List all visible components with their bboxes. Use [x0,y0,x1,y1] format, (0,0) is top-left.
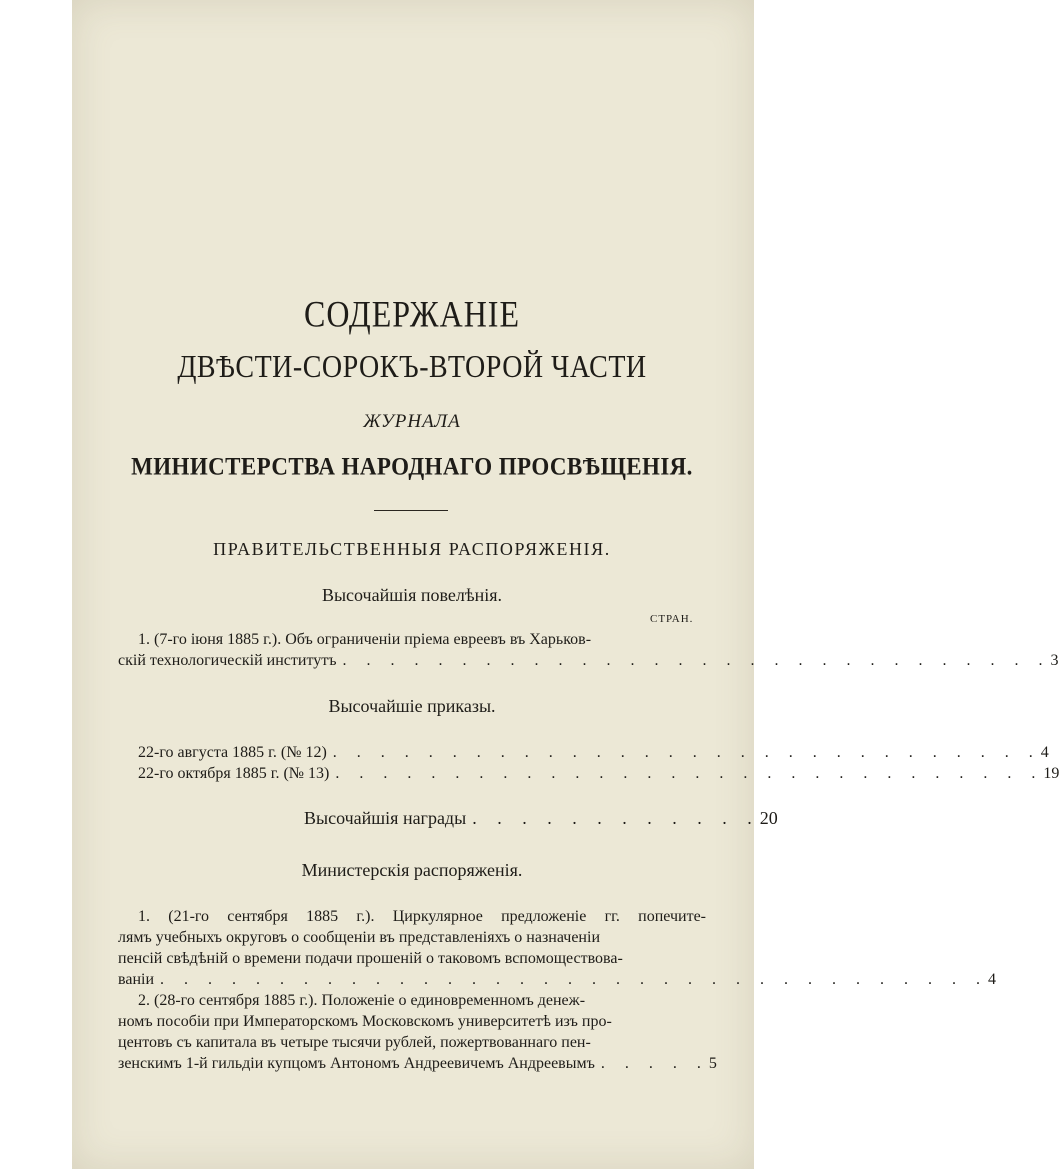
entry-text: центовъ съ капитала въ четыре тысячи рублей, пожертвованнаго пен- [118,1034,591,1051]
leader-dots: . . . . . . . . . . . . . . . . . . . . . . . . . . . . . . [332,744,1041,761]
subsection-ministerial: Министерскія распоряженія. [301,860,523,880]
entry-text: 1. (7-го іюня 1885 г.). Объ ограниченіи пріема евреевъ въ Харьков- [138,631,592,648]
list-item [118,629,706,650]
list-item [118,763,1059,784]
list-item [118,969,997,990]
subsection-orders: Высочайшіе приказы. [328,696,496,716]
entry-text: 2. (28-го сентября 1885 г.). Положеніе о единовременномъ денеж- [138,992,586,1009]
list-item [118,990,706,1011]
ministry-title: МИНИСТЕРСТВА НАРОДНАГО ПРОСВѢЩЕНІЯ. [131,452,693,481]
entry-text: 22-го октября 1885 г. (№ 13) [138,765,330,782]
subsection-commands: Высочайшія повелѣнія. [321,585,503,605]
entry-text: скій технологическій институтъ [118,652,337,669]
part-title: ДВѢСТИ-СОРОКЪ-ВТОРОЙ ЧАСТИ [177,349,647,386]
section-government-orders: ПРАВИТЕЛЬСТВЕННЫЯ РАСПОРЯЖЕНІЯ. [213,539,611,559]
entry-text: ваніи [118,971,155,988]
list-item [118,906,706,927]
list-item [118,650,1059,671]
leader-dots: . . . . . [600,1055,709,1072]
journal-label: ЖУРНАЛА [363,411,461,432]
entry-text: номъ пособіи при Императорскомъ Московскомъ университетѣ изъ про- [118,1013,612,1030]
page-number: 4 [988,971,997,988]
entry-text: пенсій свѣдѣній о времени подачи прошеній о таковомъ вспомоществова- [118,950,623,967]
leader-dots: . . . . . . . . . . . . [472,808,760,828]
leader-dots: . . . . . . . . . . . . . . . . . . . . . . . . . . . . . . [335,765,1044,782]
subsection-awards [118,808,778,829]
leader-dots: . . . . . . . . . . . . . . . . . . . . . . . . . . . . . . . . . . . [160,971,989,988]
page-number: 5 [708,1055,717,1072]
awards-heading: Высочайшія награды [304,808,467,828]
pages-column-label: СТРАН. [650,613,694,625]
list-item [118,742,1049,763]
page-number: 4 [1040,744,1049,761]
page-number: 3 [1050,652,1059,669]
divider [374,510,448,511]
page-number: 20 [759,808,778,828]
entry-text: 1. (21-го сентября 1885 г.). Циркулярное предложеніе гг. попечите- [138,908,706,925]
page-number: 19 [1043,765,1059,782]
leader-dots: . . . . . . . . . . . . . . . . . . . . . . . . . . . . . . [342,652,1051,669]
entry-text: 22-го августа 1885 г. (№ 12) [138,744,327,761]
entry-text: лямъ учебныхъ округовъ о сообщеніи въ представленіяхъ о назначеніи [118,929,600,946]
entry-text: зенскимъ 1-й гильдіи купцомъ Антономъ Андреевичемъ Андреевымъ [118,1055,595,1072]
page-title: СОДЕРЖАНІЕ [304,293,520,335]
list-item [118,1053,717,1074]
